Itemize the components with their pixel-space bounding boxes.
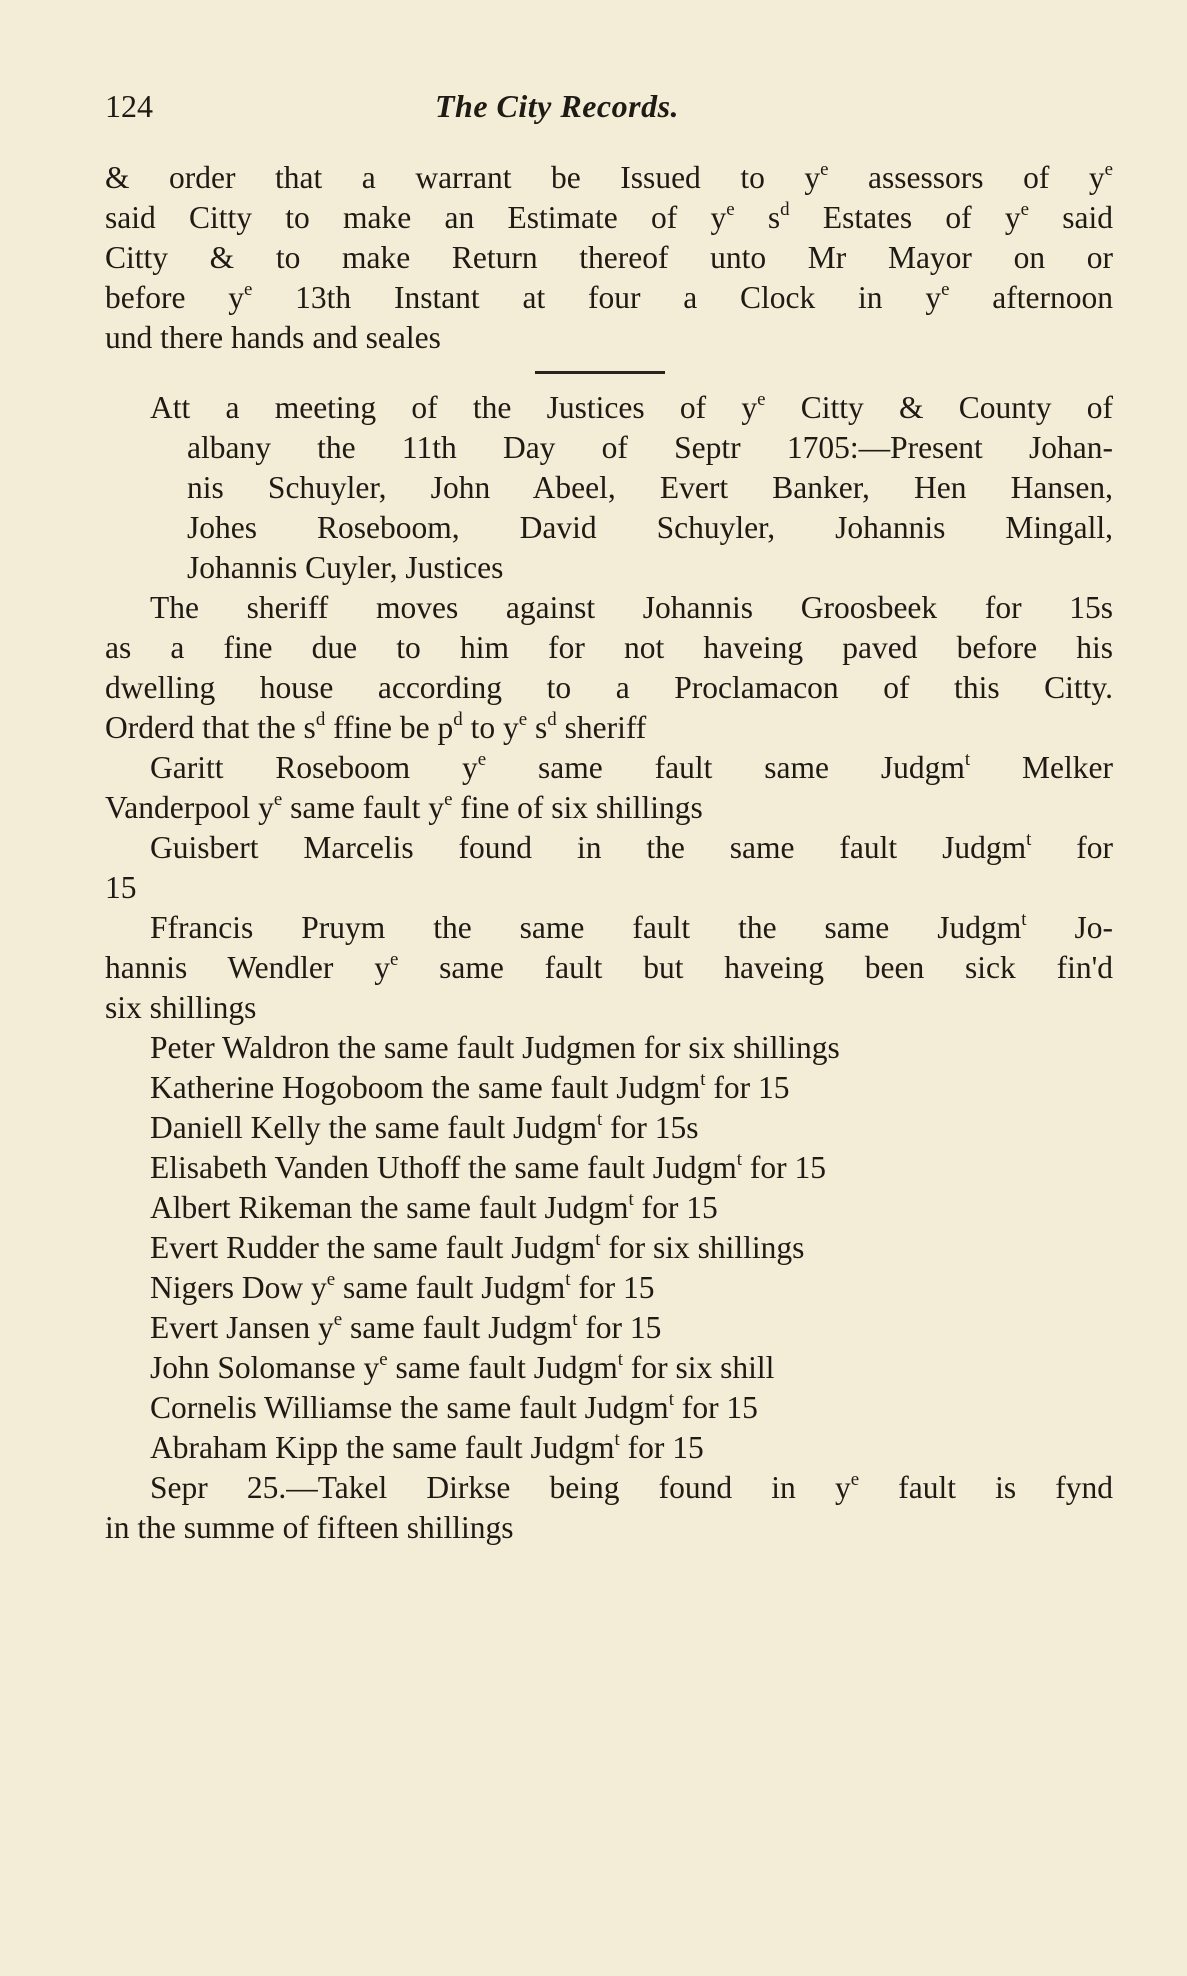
text-run: Peter Waldron the same fault Judgmen for six shillings [150, 1030, 840, 1065]
superscript-abbrev: d [547, 708, 557, 730]
text-run: Sepr 25.—Takel Dirkse being found in y [150, 1470, 851, 1505]
text-line [105, 1468, 1113, 1508]
paragraph-pruym [105, 908, 1113, 1028]
superscript-abbrev: t [565, 1268, 571, 1290]
text-run: Melker [970, 750, 1113, 785]
superscript-abbrev: d [315, 708, 326, 730]
page-number: 124 [105, 88, 153, 124]
text-line [105, 508, 1113, 548]
text-run: s [527, 710, 548, 745]
text-run: ffine be p [325, 710, 454, 745]
text-run: Evert Jansen y [150, 1310, 334, 1345]
paragraph-marcelis [105, 828, 1113, 908]
paragraph-roseboom [105, 748, 1113, 828]
superscript-abbrev: e [326, 1268, 336, 1290]
text-run: for 15 [705, 1070, 790, 1105]
text-line [105, 278, 1113, 318]
text-run: The sheriff moves against Johannis Groosbeek for 15s [150, 590, 1113, 625]
text-run: s [734, 200, 781, 235]
text-run: for [1031, 830, 1113, 865]
text-run: & order that a warrant be Issued to y [105, 160, 821, 195]
superscript-abbrev: t [1021, 908, 1027, 930]
superscript-abbrev: e [273, 788, 283, 810]
text-line [105, 1148, 1113, 1188]
text-line [105, 748, 1113, 788]
text-line [105, 1388, 1113, 1428]
superscript-abbrev: e [757, 388, 766, 410]
text-line [105, 548, 1113, 588]
superscript-abbrev: t [595, 1228, 601, 1250]
text-run: Johes Roseboom, David Schuyler, Johannis Mingall, [187, 510, 1113, 545]
superscript-abbrev: t [668, 1388, 674, 1410]
text-run: as a fine due to him for not haveing paved before his [105, 630, 1113, 665]
text-run: Estates of y [789, 200, 1021, 235]
text-run: same fault Judgm [387, 1350, 618, 1385]
text-run: Vanderpool y [105, 790, 274, 825]
text-run: Elisabeth Vanden Uthoff the same fault Judgm [150, 1150, 737, 1185]
text-run: Garitt Roseboom y [150, 750, 478, 785]
text-run: Katherine Hogoboom the same fault Judgm [150, 1070, 701, 1105]
superscript-abbrev: e [333, 1308, 343, 1330]
paragraph-warrant [105, 158, 1113, 358]
superscript-abbrev: e [820, 158, 829, 180]
text-line [105, 1308, 1113, 1348]
paragraph-list [105, 1028, 1113, 1468]
text-line [105, 1108, 1113, 1148]
text-run: sheriff [556, 710, 647, 745]
section-divider [105, 358, 1113, 388]
text-run: Ffrancis Pruym the same fault the same Judgm [150, 910, 1022, 945]
divider-rule [535, 371, 665, 374]
text-run: Att a meeting of the Justices of y [150, 390, 758, 425]
superscript-abbrev: e [379, 1348, 388, 1370]
text-line [105, 908, 1113, 948]
superscript-abbrev: e [1020, 198, 1029, 220]
text-run: for 15s [602, 1110, 699, 1145]
superscript-abbrev: d [453, 708, 463, 730]
text-line [105, 868, 1113, 908]
text-line [105, 1428, 1113, 1468]
text-line [105, 788, 1113, 828]
text-run: said Citty to make an Estimate of y [105, 200, 727, 235]
text-run: fault is fynd [859, 1470, 1114, 1505]
superscript-abbrev: e [444, 788, 453, 810]
superscript-abbrev: t [628, 1188, 634, 1210]
superscript-abbrev: e [518, 708, 528, 730]
text-line [105, 1348, 1113, 1388]
text-run: albany the 11th Day of Septr 1705:—Present Johan- [187, 430, 1113, 465]
text-run: Jo- [1026, 910, 1113, 945]
text-run: nis Schuyler, John Abeel, Evert Banker, Hen Hansen, [187, 470, 1113, 505]
text-run: for 15 [741, 1150, 826, 1185]
superscript-abbrev: e [726, 198, 735, 220]
text-run: assessors of y [828, 160, 1105, 195]
body-text [105, 158, 1113, 1548]
text-line [105, 198, 1113, 238]
text-run: Abraham Kipp the same fault Judgm [150, 1430, 615, 1465]
text-run: Citty & County of [765, 390, 1113, 425]
text-run: for six shillings [600, 1230, 805, 1265]
text-run: Nigers Dow y [150, 1270, 327, 1305]
text-line [105, 1508, 1113, 1548]
text-run: afternoon [949, 280, 1113, 315]
text-line [105, 628, 1113, 668]
superscript-abbrev: t [964, 748, 971, 770]
text-run: six shillings [105, 990, 257, 1025]
text-run: John Solomanse y [150, 1350, 380, 1385]
text-run: Orderd that the s [105, 710, 316, 745]
paragraph-dirkse [105, 1468, 1113, 1548]
running-title: The City Records. [435, 88, 680, 124]
text-run: Citty & to make Return thereof unto Mr Mayor on or [105, 240, 1113, 275]
superscript-abbrev: e [1104, 158, 1113, 180]
text-run: for 15 [633, 1190, 718, 1225]
superscript-abbrev: e [477, 748, 487, 770]
text-line [105, 708, 1113, 748]
page-header [105, 88, 1095, 138]
text-run: same fault but haveing been sick fin'd [398, 950, 1113, 985]
text-run: dwelling house according to a Proclamacon of this Citty. [105, 670, 1113, 705]
text-run: for 15 [673, 1390, 758, 1425]
text-run: fine of six shillings [452, 790, 703, 825]
text-line [105, 1268, 1113, 1308]
text-run: in the summe of fifteen shillings [105, 1510, 514, 1545]
text-run: Albert Rikeman the same fault Judgm [150, 1190, 629, 1225]
text-run: same fault Judgm [335, 1270, 566, 1305]
text-line [105, 1188, 1113, 1228]
superscript-abbrev: t [617, 1348, 623, 1370]
paragraph-sheriff [105, 588, 1113, 748]
text-line [105, 158, 1113, 198]
text-run: for 15 [570, 1270, 655, 1305]
superscript-abbrev: t [736, 1148, 742, 1170]
superscript-abbrev: e [850, 1468, 860, 1490]
text-run: before y [105, 280, 244, 315]
text-run: 13th Instant at four a Clock in y [252, 280, 942, 315]
text-line [105, 1028, 1113, 1068]
superscript-abbrev: e [941, 278, 950, 300]
text-run: for 15 [577, 1310, 662, 1345]
text-line [105, 948, 1113, 988]
text-line [105, 238, 1113, 278]
text-line [105, 428, 1113, 468]
text-run: und there hands and seales [105, 320, 441, 355]
text-line [105, 1228, 1113, 1268]
superscript-abbrev: t [597, 1108, 603, 1130]
superscript-abbrev: d [780, 198, 790, 220]
text-run: to y [462, 710, 519, 745]
text-line [105, 318, 1113, 358]
text-run: Evert Rudder the same fault Judgm [150, 1230, 596, 1265]
text-run: said [1029, 200, 1114, 235]
superscript-abbrev: t [572, 1308, 578, 1330]
text-run: Cornelis Williamse the same fault Judgm [150, 1390, 669, 1425]
text-run: same fault Judgm [342, 1310, 573, 1345]
text-run: Guisbert Marcelis found in the same fault Judgm [150, 830, 1027, 865]
text-line [105, 668, 1113, 708]
text-run: for 15 [619, 1430, 704, 1465]
text-run: hannis Wendler y [105, 950, 390, 985]
text-run: same fault y [282, 790, 445, 825]
superscript-abbrev: t [1026, 828, 1032, 850]
text-run: Johannis Cuyler, Justices [187, 550, 504, 585]
superscript-abbrev: e [389, 948, 399, 970]
text-line [105, 1068, 1113, 1108]
text-line [105, 828, 1113, 868]
text-run: Daniell Kelly the same fault Judgm [150, 1110, 598, 1145]
superscript-abbrev: t [614, 1428, 620, 1450]
text-line [105, 388, 1113, 428]
paragraph-meeting [105, 388, 1113, 588]
text-line [105, 988, 1113, 1028]
text-line [105, 588, 1113, 628]
superscript-abbrev: t [700, 1068, 706, 1090]
superscript-abbrev: e [243, 278, 253, 300]
text-run: same fault same Judgm [486, 750, 965, 785]
text-run: for six shill [623, 1350, 775, 1385]
text-run: 15 [105, 870, 137, 905]
text-line [105, 468, 1113, 508]
